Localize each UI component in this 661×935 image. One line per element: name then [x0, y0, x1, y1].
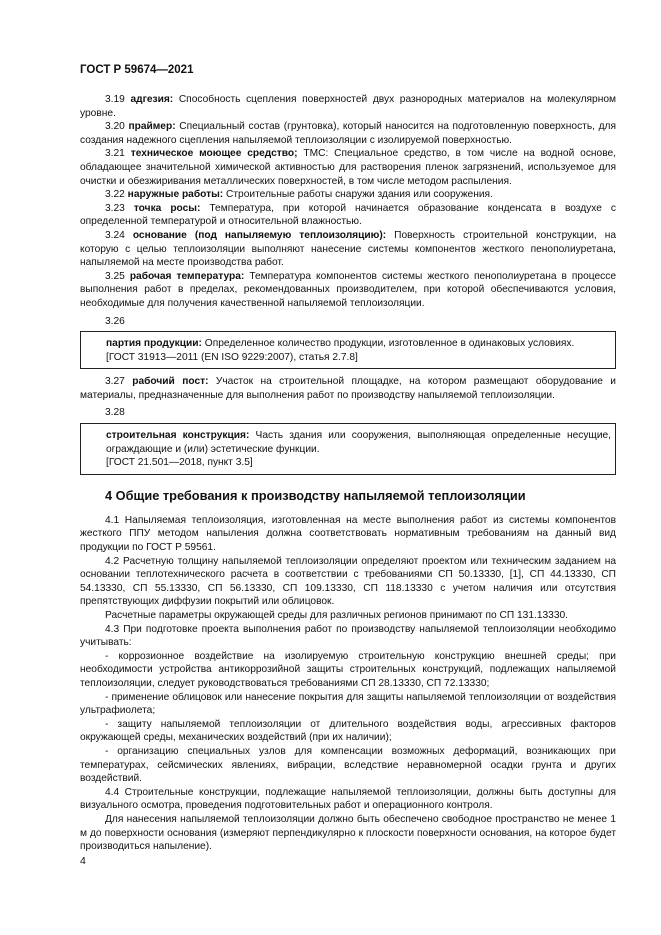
term-3-21: 3.21 техническое моющее средство; ТМС: Специальное средство, в том числе на водной основе, обладающее значительной химической активностью для растворения пленок загрязнений, используемое для очистки и обезжиривания металлических поверхностей, в том числе методом распыления.	[80, 148, 617, 187]
term-3-26-reference: [ГОСТ 31913—2011 (EN ISO 9229:2007), статья 2.7.8]	[106, 351, 358, 363]
standard-header: ГОСТ Р 59674—2021	[80, 64, 194, 76]
term-3-28-number: 3.28	[105, 407, 125, 419]
term-3-19: 3.19 адгезия: Способность сцепления поверхностей двух разнородных материалов на молекулярном уровне.	[80, 94, 616, 119]
paragraph-clearance: Для нанесения напыляемой теплоизоляции должно быть обеспечено свободное пространство не менее 1 м до поверхности основания (измеряют перпендикулярно к плоскости поверхности основания, на которое будет производиться напыление).	[80, 813, 616, 853]
term-3-26-number: 3.26	[105, 315, 125, 327]
term-3-28-definition: строительная конструкция: Часть здания или сооружения, выполняющая определенные несущие, ограждающие и (или) эстетические функции.	[106, 430, 612, 455]
paragraph-climate: Расчетные параметры окружающей среды для различных регионов принимают по СП 131.13330.	[105, 610, 568, 621]
bullet-item: - применение облицовок или нанесение покрытия для защиты напыляемой теплоизоляции от воздействия ультрафиолета;	[80, 691, 616, 717]
term-3-27: 3.27 рабочий пост: Участок на строительной площадке, на котором размещают оборудование и материалы, предназначенные для выполнения работ по производству напыляемой теплоизоляции.	[80, 376, 616, 401]
term-3-24: 3.24 основание (под напыляемую теплоизоляцию): Поверхность строительной конструкции, на которую с целью теплоизоляции выполняют нанесение системы компонентов жесткого пенополиуретана, напыляемой на месте производства работ.	[80, 229, 616, 269]
term-3-28-box	[80, 423, 616, 475]
document-body	[80, 93, 616, 854]
paragraph-4-1: 4.1 Напыляемая теплоизоляция, изготовленная на месте выполнения работ из системы компонентов жесткого ППУ методом напыления должна соответствовать нормативным требованиям на данный вид продукции по ГОСТ Р 59561.	[80, 514, 616, 554]
bullet-item: - защиту напыляемой теплоизоляции от длительного воздействия воды, агрессивных факторов окружающей среды, механических воздействий (при их наличии);	[80, 718, 616, 744]
paragraph-4-4: 4.4 Строительные конструкции, подлежащие напыляемой теплоизоляции, должны быть доступны для визуального осмотра, проведения подготовительных работ и операционного контроля.	[80, 786, 616, 812]
term-3-26-box	[80, 331, 616, 369]
bullet-item: - коррозионное воздействие на изолируемую строительную конструкцию внешней среды; при необходимости устройства антикоррозийной защиты строительных конструкций, подлежащих напыляемой теплоизоляции, следует руководствоваться требованиями СП 28.13330, СП 72.13330;	[80, 650, 616, 689]
term-3-26-definition: партия продукции: Определенное количество продукции, изготовленное в одинаковых условиях.	[106, 338, 575, 350]
paragraph-4-3: 4.3 При подготовке проекта выполнения работ по производству напыляемой теплоизоляции необходимо учитывать:	[80, 623, 616, 649]
term-3-23: 3.23 точка росы: Температура, при которой начинается образование конденсата в воздухе с определенной температурой и относительной влажностью.	[80, 202, 616, 228]
section-4-title: 4 Общие требования к производству напыляемой теплоизоляции	[105, 487, 526, 503]
term-3-22: 3.22 наружные работы: Строительные работы снаружи здания или сооружения.	[105, 189, 493, 201]
bullet-item: - организацию специальных узлов для компенсации возможных деформаций, возникающих при температурах, сейсмических явлениях, вибрации, вследствие неравномерной осадки грунта и других воздействий.	[80, 745, 616, 785]
term-3-20: 3.20 праймер: Специальный состав (грунтовка), который наносится на подготовленную поверхность, для создания надежного сцепления напыляемой теплоизоляции с изолируемой поверхностью.	[80, 121, 616, 146]
paragraph-4-2: 4.2 Расчетную толщину напыляемой теплоизоляции определяют проектом или техническим заданием на основании теплотехнического расчета в соответствии с требованиями СП 50.13330, [1], СП 44.13330, СП 54.13330, СП 55.13330, СП 56.13330, СП 109.13330, СП 118.13330 с учетом наличия или отсутствия препятствующих диффузии покрытий или облицовок.	[80, 555, 616, 608]
page-number: 4	[80, 855, 86, 867]
term-3-28-reference: [ГОСТ 21.501—2018, пункт 3.5]	[106, 457, 253, 469]
term-3-25: 3.25 рабочая температура: Температура компонентов системы жесткого пенополиуретана в процессе выполнения работ в пределах, рекомендованных производителем, при которой обеспечиваются условия, необходимые для получения качественной напыляемой теплоизоляции.	[80, 270, 616, 309]
